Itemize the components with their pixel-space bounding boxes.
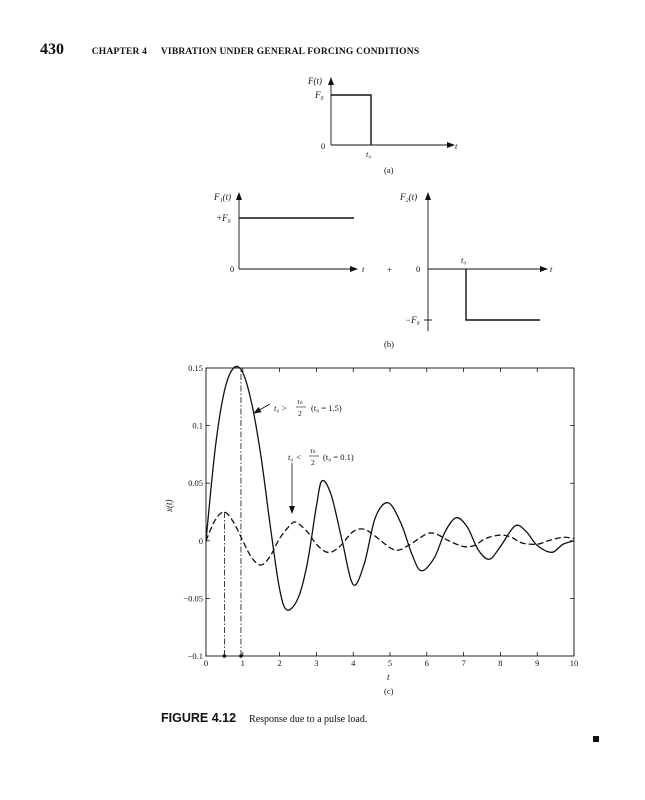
diagram-a-y-label: F(t) (308, 76, 322, 86)
y-tick-label: −0.05 (183, 593, 203, 604)
diagram-b-right-origin: 0 (416, 264, 421, 274)
response-chart (164, 363, 578, 696)
series-dashed-line (206, 512, 574, 565)
x-tick-label: 0 (203, 658, 209, 668)
chapter-label: CHAPTER 4 (91, 47, 148, 57)
diagram-b-right-y-label: F₂(t) (400, 192, 418, 202)
x-tick-label: 9 (535, 658, 540, 668)
annotation-short-pulse (288, 446, 354, 513)
annotation-short-pulse-frac-den: 2 (311, 458, 315, 467)
chart-panel-label: (c) (384, 686, 394, 696)
x-tick-label: 3 (314, 658, 319, 668)
y-tick-label: −0.1 (187, 651, 203, 661)
x-tick-label: 4 (351, 658, 356, 668)
x-tick-label: 7 (461, 658, 466, 668)
x-tick-label: 6 (424, 658, 429, 668)
marker-dot (239, 654, 243, 658)
diagram-a-pulse (331, 95, 371, 145)
page-number: 430 (40, 41, 64, 58)
y-tick-label: 0.15 (188, 363, 203, 373)
x-tick-label: 10 (569, 658, 579, 668)
chart-y-label: x(t) (164, 499, 174, 512)
diagram-a (307, 76, 458, 175)
diagram-b-left (213, 192, 365, 274)
chapter-title: VIBRATION UNDER GENERAL FORCING CONDITIONS (160, 47, 420, 57)
chart-series (206, 366, 574, 610)
chart-x-label: t (387, 672, 390, 682)
diagram-a-origin: 0 (321, 141, 326, 151)
annotation-long-pulse (254, 397, 342, 418)
diagram-b-left-level-label: +F₀ (216, 213, 231, 223)
diagram-b-left-t-label: t (362, 264, 365, 274)
diagram-b-left-origin: 0 (230, 264, 235, 274)
diagram-b-right-step (466, 269, 540, 320)
diagram-a-t0-label: t₀ (366, 149, 372, 159)
annotation-long-pulse-frac-num: τₙ (297, 397, 303, 406)
x-tick-label: 1 (240, 658, 245, 668)
y-tick-label: 0.05 (188, 478, 203, 489)
chart-frame (206, 368, 574, 656)
diagram-b-right-t0-label: t₀ (461, 255, 467, 265)
annotation-short-pulse-main: t₀ < (288, 452, 302, 462)
annotation-short-pulse-frac-num: τₙ (310, 446, 316, 455)
figure-caption (161, 711, 367, 726)
diagram-b-panel-label: (b) (384, 339, 394, 349)
diagram-b-right (399, 192, 553, 331)
end-of-section-mark (593, 736, 599, 742)
y-tick-label: 0.1 (192, 420, 203, 431)
chart-ticks (206, 368, 574, 656)
chart-x-tick-labels (204, 658, 578, 668)
annotation-long-pulse-tail: (t₀ = 1.5) (311, 403, 342, 413)
marker-dot (223, 654, 227, 658)
series-solid-line (206, 366, 574, 610)
diagram-b-plus: + (387, 265, 393, 275)
x-tick-label: 5 (387, 658, 393, 668)
annotation-long-pulse-frac-den: 2 (298, 409, 302, 418)
figure-caption-text: Response due to a pulse load. (249, 714, 368, 725)
y-tick-label: 0 (198, 535, 203, 546)
x-tick-label: 8 (498, 658, 503, 668)
diagram-b-right-t-label: t (550, 264, 553, 274)
diagram-a-panel-label: (a) (384, 165, 394, 175)
diagram-b-right-level-label: −F₀ (405, 315, 420, 325)
annotation-short-pulse-tail: (t₀ = 0.1) (323, 452, 354, 462)
x-tick-label: 2 (277, 658, 282, 668)
annotation-long-pulse-main: t₀ > (274, 403, 288, 413)
figure-label: FIGURE 4.12 (161, 711, 237, 725)
chart-y-tick-labels (183, 363, 203, 661)
diagram-a-level-label: F₀ (315, 90, 324, 100)
diagram-b-left-y-label: F₁(t) (214, 192, 232, 202)
annotation-long-pulse-arrow (254, 404, 270, 413)
diagram-a-t-label: t (455, 141, 458, 151)
